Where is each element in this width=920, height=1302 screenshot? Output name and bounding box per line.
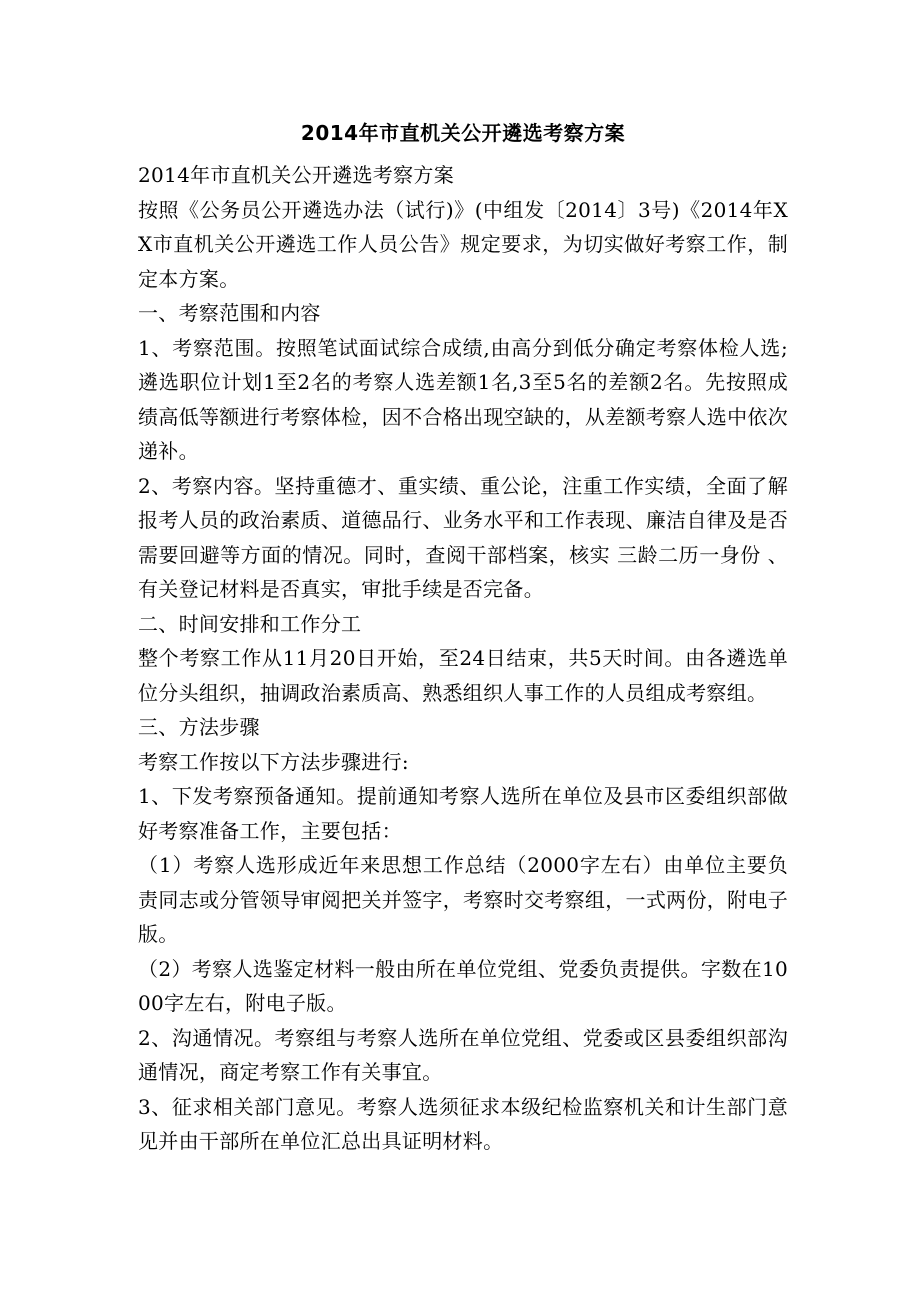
paragraph-step-1: 1、下发考察预备通知。提前通知考察人选所在单位及县市区委组织部做好考察准备工作，主要包括： [138,784,788,843]
paragraph-step-1-item-1: （1）考察人选形成近年来思想工作总结（2000字左右）由单位主要负责同志或分管领导审阅把关并签字，考察时交考察组，一式两份，附电子版。 [138,853,788,946]
paragraph-step-3: 3、征求相关部门意见。考察人选须征求本级纪检监察机关和计生部门意见并由干部所在单位汇总出具证明材料。 [138,1094,788,1153]
section-heading-2: 二、时间安排和工作分工 [138,611,362,636]
paragraph-content: 2、考察内容。坚持重德才、重实绩、重公论，注重工作实绩，全面了解报考人员的政治素质、道德品行、业务水平和工作表现、廉洁自律及是否需要回避等方面的情况。同时，查阅干部档案，核实 三龄二历一身份 、有关登记材料是否真实，审批手续是否完备。 [138,473,788,601]
paragraph-scope: 1、考察范围。按照笔试面试综合成绩,由高分到低分确定考察体检人选;遴选职位计划1至2名的考察人选差额1名,3至5名的差额2名。先按照成绩高低等额进行考察体检，因不合格出现空缺的，从差额考察人选中依次递补。 [138,335,788,463]
document-body [138,158,788,1159]
paragraph-step-1-item-2: （2）考察人选鉴定材料一般由所在单位党组、党委负责提供。字数在1000字左右，附电子版。 [138,956,788,1015]
document-page [138,118,788,1159]
paragraph-intro: 按照《公务员公开遴选办法（试行)》(中组发〔2014〕3号)《2014年XX市直机关公开遴选工作人员公告》规定要求，为切实做好考察工作，制定本方案。 [138,197,788,291]
document-title: 2014年市直机关公开遴选考察方案 [300,121,626,145]
paragraph-subtitle: 2014年市直机关公开遴选考察方案 [138,163,454,187]
paragraph-steps-intro: 考察工作按以下方法步骤进行: [138,749,409,774]
section-heading-1: 一、考察范围和内容 [138,301,321,325]
paragraph-schedule: 整个考察工作从11月20日开始，至24日结束，共5天时间。由各遴选单位分头组织，抽调政治素质高、熟悉组织人事工作的人员组成考察组。 [138,646,788,705]
paragraph-step-2: 2、沟通情况。考察组与考察人选所在单位党组、党委或区县委组织部沟通情况，商定考察工作有关事宜。 [138,1025,788,1084]
section-heading-3: 三、方法步骤 [138,715,260,739]
